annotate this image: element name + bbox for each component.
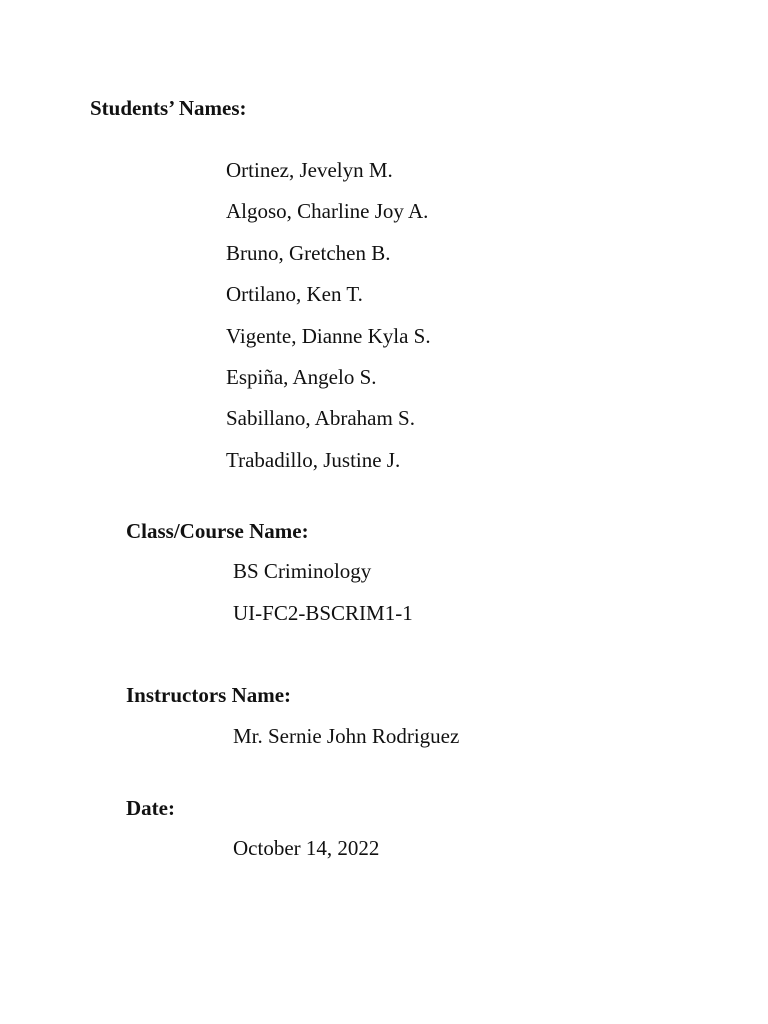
students-names-list bbox=[226, 158, 431, 489]
student-name: Trabadillo, Justine J. bbox=[226, 447, 401, 472]
instructor-name: Mr. Sernie John Rodriguez bbox=[233, 724, 460, 748]
class-course-heading: Class/Course Name: bbox=[126, 519, 309, 543]
student-name: Vigente, Dianne Kyla S. bbox=[226, 323, 431, 348]
student-name: Bruno, Gretchen B. bbox=[226, 240, 391, 265]
date-value: October 14, 2022 bbox=[233, 836, 380, 860]
student-name: Algoso, Charline Joy A. bbox=[226, 199, 429, 224]
date-heading: Date: bbox=[126, 796, 175, 820]
course-section: UI-FC2-BSCRIM1-1 bbox=[233, 601, 413, 625]
student-name: Ortilano, Ken T. bbox=[226, 282, 363, 307]
student-name: Espiña, Angelo S. bbox=[226, 364, 377, 389]
student-name: Ortinez, Jevelyn M. bbox=[226, 158, 393, 182]
student-name: Sabillano, Abraham S. bbox=[226, 406, 415, 431]
instructor-heading: Instructors Name: bbox=[126, 683, 292, 707]
students-names-heading: Students’ Names: bbox=[90, 96, 247, 120]
course-name: BS Criminology bbox=[233, 559, 372, 583]
